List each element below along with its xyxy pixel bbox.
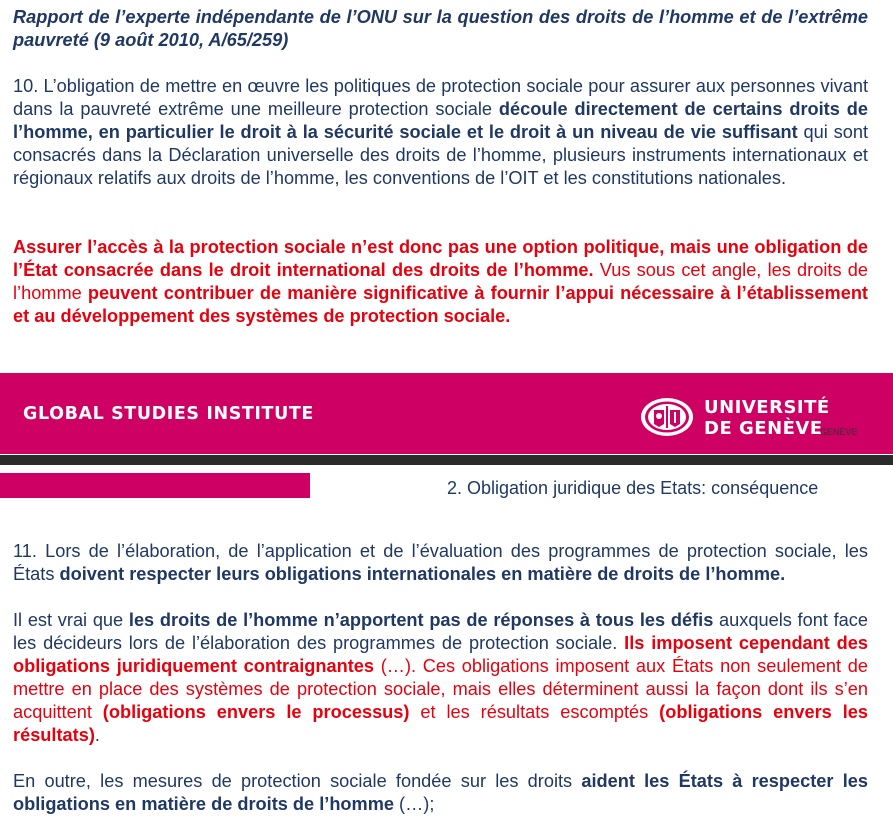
p11-bold: doivent respecter leurs obligations internationales en matière de droits de l’homme. xyxy=(59,564,786,584)
fm-bold: aident les États à respecter les obligations en matière de droits de l’homme xyxy=(13,771,868,814)
fm-text-1: En outre, les mesures de protection sociale fondée sur les droits xyxy=(13,771,582,791)
paragraph-10 xyxy=(13,75,868,190)
access-bold-2: peuvent contribuer de manière significative à fournir l’appui nécessaire à l’établissement et au développement des systèmes de protection sociale. xyxy=(13,283,868,326)
ch-red-text-1: (…). Ces obligations imposent aux États non seulement de mettre en place des systèmes de protection sociale, mais elles déterminent aussi la façon dont ils s’en acquittent xyxy=(13,656,868,722)
university-seal-icon xyxy=(640,397,694,437)
paragraph-11 xyxy=(13,540,868,586)
paragraph-furthermore xyxy=(13,770,868,816)
access-text: Vus sous cet angle, les droits de l’homme xyxy=(13,260,868,303)
pink-accent-bar xyxy=(0,473,310,498)
p10-bold: découle directement de certains droits de l’homme, en particulier le droit à la sécurité sociale et le droit à un niveau de vie suffisant xyxy=(13,99,868,142)
ch-end: . xyxy=(94,725,100,745)
paragraph-challenges xyxy=(13,609,868,747)
p11-text: 11. Lors de l’élaboration, de l’application et de l’évaluation des programmes de protection sociale, les États xyxy=(13,541,868,584)
section-subtitle: 2. Obligation juridique des Etats: conséquence xyxy=(447,478,819,498)
access-bold-1: Assurer l’accès à la protection sociale n’est donc pas une option politique, mais une obligation de l’État consacrée dans le droit international des droits de l’homme. xyxy=(13,237,868,280)
ch-text-1: Il est vrai que xyxy=(13,610,129,630)
ch-bold-red-3: (obligations envers les résultats) xyxy=(13,702,868,745)
fm-text-2: (…); xyxy=(394,794,435,814)
ch-bold-1: les droits de l’homme n’apportent pas de réponses à tous les défis xyxy=(128,610,714,630)
university-line-1: UNIVERSITÉ xyxy=(704,397,830,418)
dark-divider xyxy=(0,455,893,465)
p10-text-2: qui sont consacrés dans la Déclaration universelle des droits de l’homme, plusieurs instruments internationaux et régionaux relatifs aux droits de l’homme, les conventions de l’OIT et les constitutions nationales. xyxy=(13,122,868,188)
ch-bold-red-1: Ils imposent cependant des obligations juridiquement contraignantes xyxy=(13,633,869,676)
geneve-mini-label: GENÈVE xyxy=(820,427,858,437)
ch-text-2: auxquels font face les décideurs lors de l’élaboration des programmes de protection sociale. xyxy=(13,610,868,653)
ch-red-text-2: et les résultats escomptés xyxy=(409,702,660,722)
p10-text-1: 10. L’obligation de mettre en œuvre les politiques de protection sociale pour assurer aux personnes vivant dans la pauvreté extrême une meilleure protection sociale xyxy=(13,76,868,119)
university-name xyxy=(704,397,830,439)
report-title: Rapport de l’experte indépendante de l’ONU sur la question des droits de l’homme et de l’extrême pauvreté (9 août 2010, A/65/259) xyxy=(13,7,868,50)
ch-bold-red-2: (obligations envers le processus) xyxy=(102,702,410,722)
institute-name: GLOBAL STUDIES INSTITUTE xyxy=(23,404,314,424)
university-line-2: DE GENÈVE xyxy=(704,418,823,439)
paragraph-access xyxy=(13,236,868,328)
